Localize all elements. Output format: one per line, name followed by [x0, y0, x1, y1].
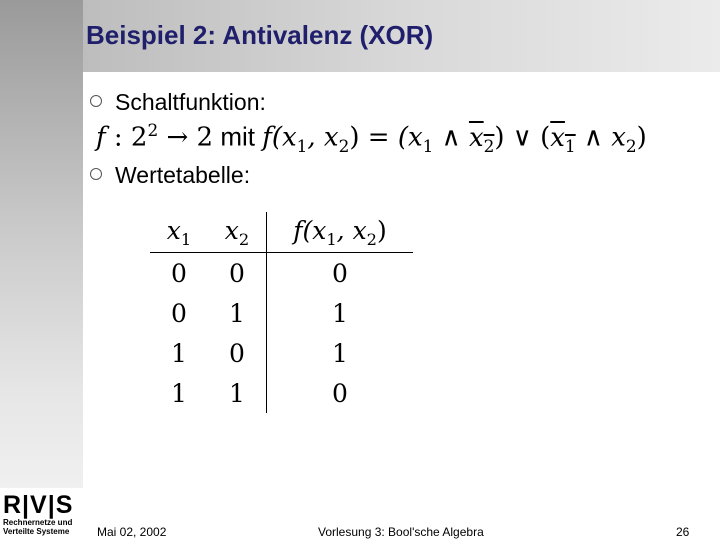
truth-table	[150, 212, 413, 413]
bullet-schaltfunktion	[90, 89, 266, 116]
bullet-wertetabelle	[90, 162, 250, 189]
header-x2: $x_2$	[208, 212, 267, 253]
formula-t1-sub1: 1	[422, 135, 434, 156]
cell-x2: 1	[208, 293, 267, 333]
cell-x2: 0	[208, 333, 267, 373]
formula-t2-sub2: 2	[625, 135, 637, 156]
formula-sub2: 2	[338, 135, 350, 156]
cell-f: 0	[332, 258, 348, 288]
table-row	[150, 373, 413, 413]
rvs-logo	[3, 492, 83, 536]
footer-course-title: Vorlesung 3: Bool'sche Algebra	[318, 525, 484, 539]
formula-t2-neg: x	[550, 122, 565, 153]
cell-x1: 1	[171, 378, 187, 408]
cell-x1: 1	[171, 338, 187, 368]
table-row	[150, 293, 413, 333]
formula-t1-sub2: 2	[483, 135, 495, 156]
truth-table-header-row	[150, 212, 413, 253]
formula-comma: , x	[307, 122, 339, 153]
cell-x1: 0	[171, 258, 187, 288]
formula-base: 2	[130, 122, 148, 153]
table-row	[150, 333, 413, 373]
formula-t1-neg: x	[468, 122, 484, 153]
formula-exp: 2	[147, 120, 159, 140]
cell-f: 1	[332, 338, 348, 368]
cell-f: 0	[332, 378, 348, 408]
slide-title: Beispiel 2: Antivalenz (XOR)	[86, 20, 434, 50]
formula-mit: mit	[213, 121, 263, 152]
rvs-logo-line2: Verteilte Systeme	[3, 527, 70, 536]
formula-term2-close: )	[636, 122, 647, 153]
cell-x1: 0	[171, 298, 187, 328]
rvs-logo-mark: R|V|S	[3, 491, 74, 519]
bullet-label: Wertetabelle:	[115, 162, 251, 188]
header-f: $f(x_1$, $x_2$)	[267, 212, 414, 253]
formula-term1-open: (x	[397, 122, 423, 153]
cell-x2: 1	[208, 373, 267, 413]
cell-x2: 0	[208, 253, 267, 294]
footer-date: Mai 02, 2002	[97, 525, 167, 539]
cell-f: 1	[332, 298, 348, 328]
formula-codomain: 2	[196, 122, 214, 153]
bullet-label: Schaltfunktion:	[115, 89, 266, 115]
formula-sub1: 1	[296, 135, 308, 156]
formula-t2-sub1: 1	[564, 135, 576, 156]
formula-or: ∨	[504, 122, 541, 153]
bullet-dot-icon	[90, 95, 102, 107]
formula-arrow: →	[158, 122, 197, 153]
formula-and1: ∧	[433, 122, 469, 153]
formula-f: f	[96, 122, 106, 153]
left-decor-bar	[0, 0, 83, 488]
xor-formula	[96, 120, 647, 156]
formula-eq: =	[359, 122, 398, 153]
bullet-dot-icon	[90, 168, 102, 180]
page-number: 26	[676, 525, 690, 539]
formula-lhs-args: (x	[271, 122, 297, 153]
table-row	[150, 253, 413, 294]
formula-close: )	[349, 122, 360, 153]
formula-term2-open: (	[540, 122, 551, 153]
formula-term1-close: )	[494, 122, 505, 153]
formula-and2: ∧ x	[575, 122, 626, 153]
formula-colon: :	[105, 122, 131, 153]
formula-lhs-f: f	[262, 122, 272, 153]
header-x1: $x_1$	[150, 212, 208, 253]
rvs-logo-line1: Rechnernetze und	[3, 518, 73, 527]
